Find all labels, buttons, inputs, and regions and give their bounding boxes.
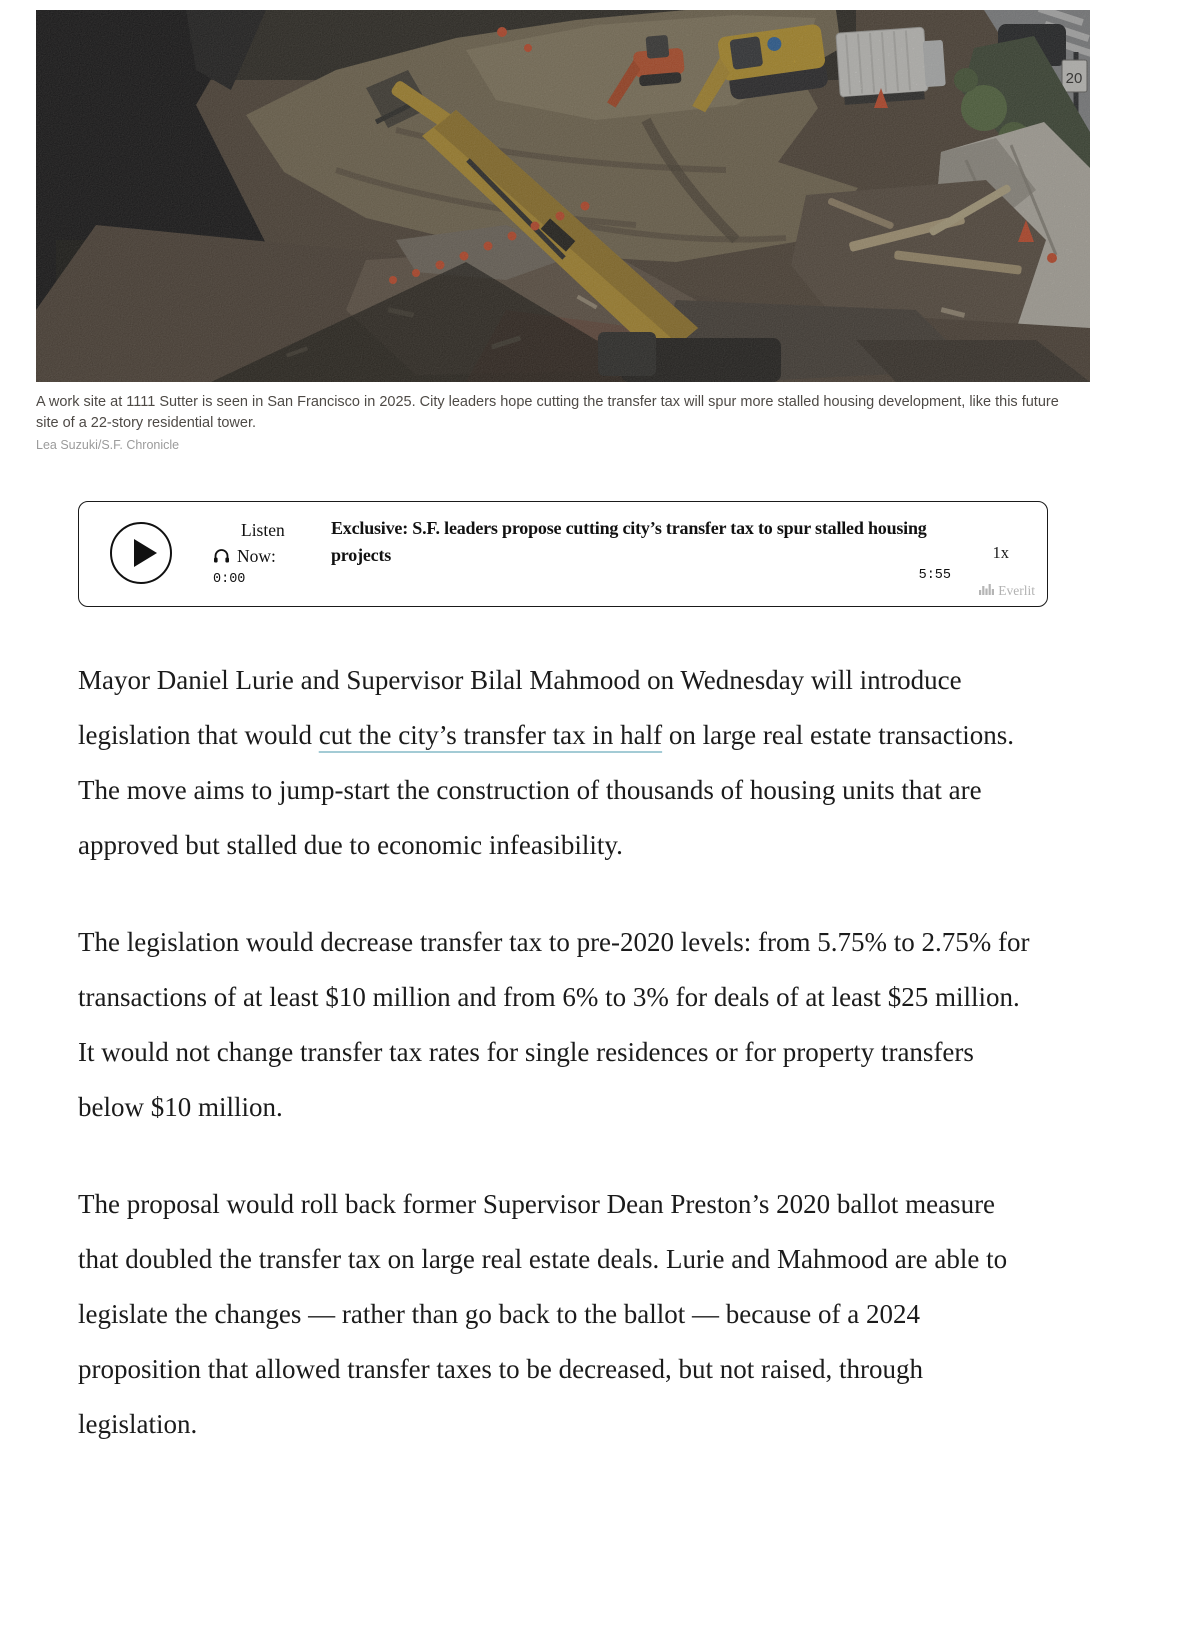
article-paragraph: The legislation would decrease transfer tax to pre-2020 levels: from 5.75% to 2.75% for transactions of at least $10 million and from 6% to 3% for deals of at least $25 million. It would not change transfer tax rates for single residences or for property transfers below $10 million. [78,927,1030,1122]
audio-title: Exclusive: S.F. leaders propose cutting city’s transfer tax to spur stalled housing projects [331,518,927,565]
transfer-tax-link[interactable]: cut the city’s transfer tax in half [318,720,663,750]
brand-label: Everlit [998,583,1035,598]
construction-site-photo [36,10,1090,382]
audio-player [78,501,1048,607]
construction-site-illustration [36,10,1090,382]
article-paragraph: Mayor Daniel Lurie and Supervisor Bilal Mahmood on Wednesday will introduce legislation that would cut the city’s transfer tax in half on large real estate transactions. The move aims to jump-start the construction of thousands of housing units that are approved but stalled due to economic infeasibility. [78,665,1014,860]
article-body [78,653,1032,1452]
current-time: 0:00 [213,572,246,587]
play-button[interactable] [109,521,173,585]
everlit-brand[interactable] [979,583,1035,599]
article-lead-image [36,10,1090,453]
headphones-icon [213,544,230,570]
photo-caption: A work site at 1111 Sutter is seen in San Francisco in 2025. City leaders hope cutting the transfer tax will spur more stalled housing development, like this future site of a 22-story residential tower. [36,394,1059,431]
playback-speed-button[interactable]: 1x [987,542,1016,564]
play-icon [109,521,173,585]
duration: 5:55 [918,568,951,583]
article-paragraph: The proposal would roll back former Supervisor Dean Preston’s 2020 ballot measure that doubled the transfer tax on large real estate deals. Lurie and Mahmood are able to legislate the changes — rather than go back to the ballot — because of a 2024 proposition that allowed transfer taxes to be decreased, but not raised, through legislation. [78,1189,1008,1439]
photo-credit: Lea Suzuki/S.F. Chronicle [36,438,180,452]
listen-now-label: Listen Now: [213,517,285,569]
svg-text:20: 20 [1065,70,1083,87]
equalizer-bars-icon [979,583,994,599]
